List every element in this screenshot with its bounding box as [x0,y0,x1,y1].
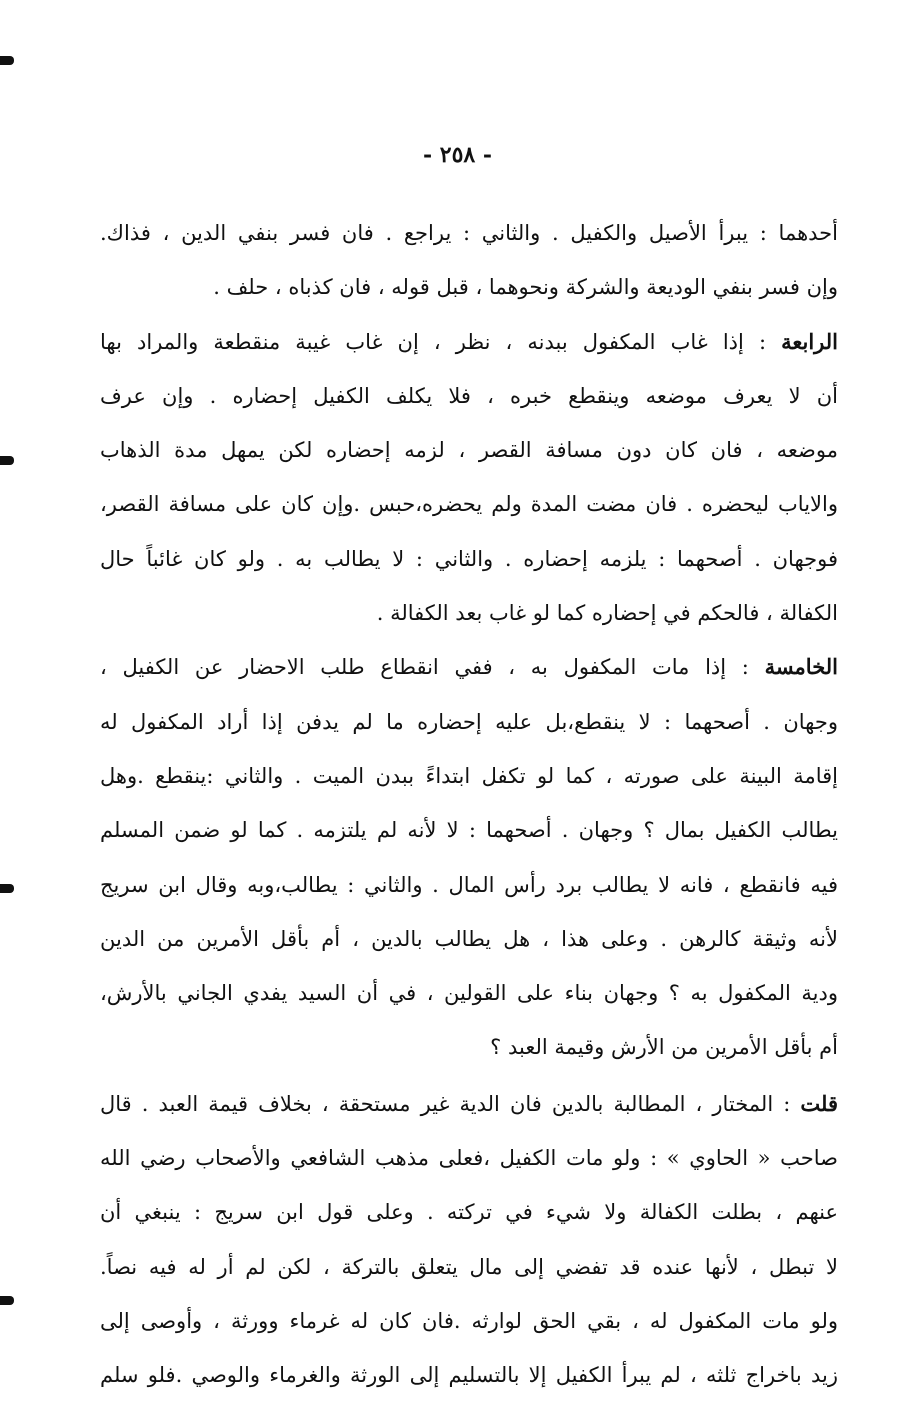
line-text: : إذا مات المكفول به ، ففي انقطاع طلب الاحضار عن الكفيل ، [100,655,765,680]
text-line [100,695,838,749]
text-line [100,1294,838,1348]
text-line [100,423,838,477]
line-text: أن لا يعرف موضعه وينقطع خبره ، فلا يكلف الكفيل إحضاره . وإن عرف [100,383,838,408]
text-line [100,966,838,1020]
margin-mark-bottom [0,1296,14,1305]
line-text: : المختار ، المطالبة بالدين فان الدية غير مستحقة ، بخلاف قيمة العبد . قال [100,1091,801,1116]
text-line [100,206,838,260]
text-line [100,1348,838,1402]
text-line [100,912,838,966]
line-text: لا تبطل ، لأنها عنده قد تفضي إلى مال يتعلق بالتركة ، لكن لم أر له فيه نصاً. [100,1254,838,1279]
line-text: إقامة البينة على صورته ، كما لو تكفل ابتداءً ببدن الميت . والثاني :ينقطع .وهل [100,763,838,788]
line-text: لأنه وثيقة كالرهن . وعلى هذا ، هل يطالب بالدين ، أم بأقل الأمرين من الدين [100,926,838,951]
section-heading: الرابعة [781,328,838,354]
margin-mark-top [0,56,14,65]
line-text: موضعه ، فان كان دون مسافة القصر ، لزمه إحضاره لكن يمهل مدة الذهاب [100,438,838,463]
text-line [100,477,838,531]
line-text: : إذا غاب المكفول ببدنه ، نظر ، إن غاب غيبة منقطعة والمراد بها [100,329,782,354]
text-line [100,1131,838,1185]
text-line [100,586,838,640]
line-text: يطالب الكفيل بمال ؟ وجهان . أصحهما : لا لأنه لم يلتزمه . كما لو ضمن المسلم [100,818,838,843]
text-line [100,532,838,586]
text-line [100,858,838,912]
margin-mark-lower [0,884,14,893]
text-line [100,1185,838,1239]
text-line [100,749,838,803]
line-text: وجهان . أصحهما : لا ينقطع،بل عليه إحضاره ما لم يدفن إذا أراد المكفول له [100,709,838,734]
line-text: ولو مات المكفول له ، بقي الحق لوارثه .فان كان له غرماء وورثة ، وأوصى إلى [100,1308,838,1333]
page-number: - ٢٥٨ - [422,142,493,168]
line-text: والاياب ليحضره . فان مضت المدة ولم يحضره،حبس .وإن كان على مسافة القصر، [100,492,838,517]
line-text: أم بأقل الأمرين من الأرش وقيمة العبد ؟ [490,1035,838,1060]
line-text: أحدهما : يبرأ الأصيل والكفيل . والثاني : يراجع . فان فسر بنفي الدين ، فذاك. [100,221,838,245]
section-heading: قلت [800,1090,838,1116]
line-text: صاحب « الحاوي » : ولو مات الكفيل ،فعلى مذهب الشافعي والأصحاب رضي الله [100,1146,838,1171]
text-line [100,260,838,314]
line-text: فوجهان . أصحهما : يلزمه إحضاره . والثاني : لا يطالب به . ولو كان غائباً حال [100,546,838,571]
line-text: ودية المكفول به ؟ وجهان بناء على القولين ، في أن السيد يفدي الجاني بالأرش، [100,981,838,1006]
line-text: فيه فانقطع ، فانه لا يطالب برد رأس المال . والثاني : يطالب،وبه وقال ابن سريج [100,872,838,897]
line-text: الكفالة ، فالحكم في إحضاره كما لو غاب بعد الكفالة . [376,601,838,626]
text-line [100,1020,838,1074]
body-text [100,206,838,1403]
text-line [100,1240,838,1294]
text-line [100,315,838,369]
section-heading: الخامسة [764,654,838,680]
text-line [100,369,838,423]
line-text: عنهم ، بطلت الكفالة ولا شيء في تركته . وعلى قول ابن سريج : ينبغي أن [100,1200,838,1225]
line-text: زيد باخراج ثلثه ، لم يبرأ الكفيل إلا بالتسليم إلى الورثة والغرماء والوصي .فلو سلم [100,1363,838,1388]
line-text: وإن فسر بنفي الوديعة والشركة ونحوهما ، قبل قوله ، فان كذباه ، حلف . [213,275,838,300]
text-line [100,640,838,694]
text-line [100,1077,838,1131]
text-line [100,803,838,857]
margin-mark-middle [0,456,14,465]
